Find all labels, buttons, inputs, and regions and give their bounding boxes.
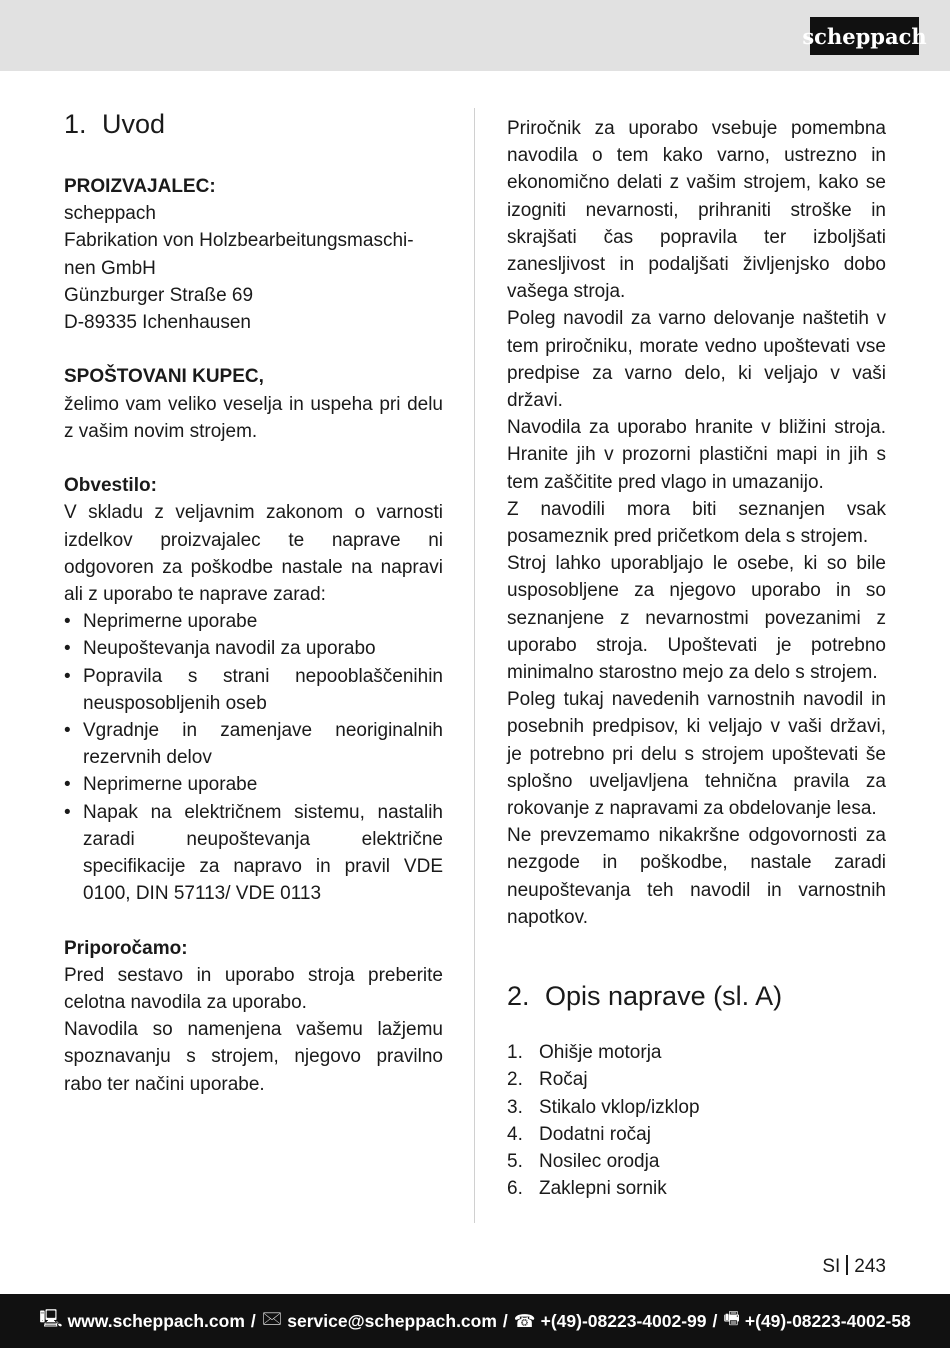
list-item: 1. Ohišje motorja <box>507 1042 662 1064</box>
list-item: 6. Zaklepni sornik <box>507 1178 667 1200</box>
manufacturer-heading: PROIZVAJALEC: <box>64 176 216 197</box>
footer-website-link[interactable]: www.scheppach.com <box>67 1310 245 1331</box>
notice-block <box>64 472 443 907</box>
paragraph: Priročnik za uporabo vsebuje pomembna navodila o tem kako varno, ustrezno in ekonomično delati z vašim strojem, kako se izogniti nevarnosti, prihraniti stroške in skrajšati čas popravila ter izboljšati zanesljivost in podaljšati življenjsko dobo vašega stroja. <box>507 118 886 303</box>
manufacturer-line: Fabrikation von Holzbearbeitungsmaschi- <box>64 230 414 252</box>
list-item: • Popravila s strani nepooblaščenihin neusposobljenih oseb <box>64 663 443 717</box>
recommend-text: Navodila so namenjena vašemu lažjemu spoznavanju s strojem, njegovo pravilno rabo ter načini uporabe. <box>64 1019 443 1095</box>
list-item: • Neprimerne uporabe <box>64 608 443 635</box>
footer-bar: 🖳 www.scheppach.com / 🖂 service@scheppach.com / ☎ +(49)-08223-4002-99 / 🖷 +(49)-08223-4002-58 <box>0 1294 950 1348</box>
list-item: 5. Nosilec orodja <box>507 1150 660 1172</box>
paragraph: Ne prevzemamo nikakršne odgovornosti za nezgode in poškodbe, nastale zaradi neupoštevanja teh navodil in varnostnih napotkov. <box>507 825 886 928</box>
list-item: 2. Ročaj <box>507 1069 588 1091</box>
section-1-title: Uvod <box>102 109 166 139</box>
customer-text: želimo vam veliko veselja in uspeha pri delu z vašim novim strojem. <box>64 393 443 442</box>
manufacturer-line: D-89335 Ichenhausen <box>64 312 251 334</box>
page-number-value: 243 <box>854 1256 886 1277</box>
footer-phone: +(49)-08223-4002-99 <box>540 1310 707 1331</box>
manufacturer-line: nen GmbH <box>64 257 156 279</box>
footer-email-link[interactable]: service@scheppach.com <box>287 1310 497 1331</box>
section-2-title: Opis naprave (sl. A) <box>545 981 783 1012</box>
manufacturer-block <box>64 173 443 336</box>
paragraph: Poleg tukaj navedenih varnostnih navodil in posebnih predpisov, ki veljajo v vaši državi, je potrebno pri delu s strojem upoštevati še splošno uveljavljena tehnična pravila za rokovanje z napravami za obdelovanje lesa. <box>507 689 886 820</box>
header-bar <box>0 0 950 71</box>
page-separator <box>846 1255 848 1275</box>
right-column <box>507 115 886 1202</box>
list-item: 4. Dodatni ročaj <box>507 1123 651 1145</box>
paragraph: Poleg navodil za varno delovanje naštetih v tem priročniku, morate vedno upoštevati vse predpise za varno delo, ki veljajo v vaši državi. <box>507 308 886 412</box>
list-item: • Neupoštevanja navodil za uporabo <box>64 635 443 662</box>
list-item: • Napak na električnem sistemu, nastalih zaradi neupoštevanja električne specifikacije za napravo in pravil VDE 0100, DIN 57113/ VDE 0113 <box>64 799 443 908</box>
computer-icon: 🖳 <box>39 1308 63 1328</box>
telephone-icon: ☎ <box>513 1310 536 1331</box>
language-code: SI <box>822 1256 841 1277</box>
left-column <box>64 109 443 1098</box>
footer-fax: +(49)-08223-4002-58 <box>744 1310 911 1331</box>
page-number <box>822 1255 886 1278</box>
envelope-icon: 🖂 <box>261 1308 283 1328</box>
recommend-block <box>64 935 443 1098</box>
parts-list <box>507 1039 886 1202</box>
paragraph: Stroj lahko uporabljajo le osebe, ki so bile usposobljene za njegovo uporabo in so seznanjene z nevarnostmi povezanimi z uporabo stroja. Upoštevati je potrebno minimalno starostno mejo za delo s strojem. <box>507 553 886 684</box>
paragraph: Z navodili mora biti seznanjen vsak posameznik pred pričetkom dela s strojem. <box>507 498 886 548</box>
section-1-number: 1. <box>64 109 87 139</box>
fax-icon: 🖷 <box>723 1308 740 1328</box>
manufacturer-line: scheppach <box>64 203 156 225</box>
notice-heading: Obvestilo: <box>64 475 157 497</box>
manufacturer-line: Günzburger Straße 69 <box>64 284 254 306</box>
section-2-number: 2. <box>507 981 530 1012</box>
customer-heading: SPOŠTOVANI KUPEC, <box>64 366 264 388</box>
list-item: 3. Stikalo vklop/izklop <box>507 1096 700 1118</box>
section-1-heading <box>64 109 443 140</box>
notice-list <box>64 608 443 907</box>
notice-text: V skladu z veljavnim zakonom o varnosti izdelkov proizvajalec te naprave ni odgovoren za poškodbe nastale na napravi ali z uporabo te naprave zarad: <box>64 502 443 606</box>
column-divider <box>474 108 475 1223</box>
list-item: • Neprimerne uporabe <box>64 771 443 798</box>
recommend-heading: Priporočamo: <box>64 937 188 959</box>
recommend-text: Pred sestavo in uporabo stroja preberite celotna navodila za uporabo. <box>64 964 443 1014</box>
customer-block <box>64 363 443 445</box>
scheppach-logo: scheppach <box>810 17 919 55</box>
paragraph: Navodila za uporabo hranite v bližini stroja. Hranite jih v prozorni plastični mapi in jih s tem zaščitite pred vlago in umazanijo. <box>507 417 886 493</box>
list-item: • Vgradnje in zamenjave neoriginalnih rezervnih delov <box>64 717 443 771</box>
section-2-heading <box>507 981 886 1012</box>
intro-paragraphs <box>507 115 886 931</box>
